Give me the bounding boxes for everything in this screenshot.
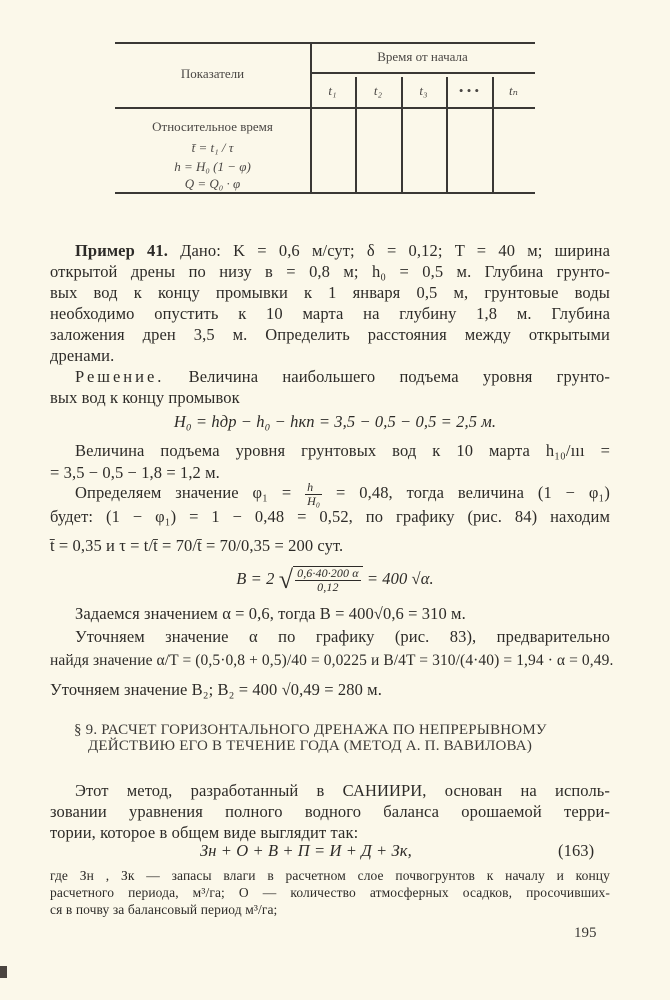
table-col-t2: t₂ — [373, 83, 383, 98]
table-bottom-rule — [115, 192, 535, 194]
section-para-line-3: тории, которое в общем виде выглядит так: — [50, 823, 359, 842]
section-heading-line-2: ДЕЙСТВИЮ ЕГО В ТЕЧЕНИЕ ГОДА (МЕТОД А. П. ВАВИЛОВА) — [88, 738, 533, 754]
equation-text: = 400 √α. — [366, 569, 434, 588]
table-header-rule — [115, 107, 535, 109]
equation-text: B = 2 — [236, 569, 275, 588]
example-line-1 — [75, 241, 610, 261]
table-header-indicators: Показатели — [180, 66, 245, 81]
example-line-2: открытой дрены по низу в = 0,8 м; h₀ = 0,5 м. Глубина грунто- — [50, 262, 610, 281]
indicators-table — [115, 42, 535, 192]
solution-text: = 0,48, тогда величина (1 − φ₁) — [336, 483, 610, 502]
example-line-4: необходимо опустить к 10 марта на глубину 1,8 м. Глубина — [50, 304, 610, 323]
page-number: 195 — [574, 925, 597, 941]
solution-line-4: = 3,5 − 0,5 − 1,8 = 1,2 м. — [50, 463, 220, 482]
table-top-rule — [115, 42, 535, 44]
where-line-3: ся в почву за балансовый период м³/га; — [50, 902, 278, 917]
equation-163: Зн + О + В + П = И + Д + Зк, — [200, 841, 412, 860]
section-heading-line-1: § 9. РАСЧЕТ ГОРИЗОНТАЛЬНОГО ДРЕНАЖА ПО НЕПРЕРЫВНОМУ — [74, 722, 547, 738]
table-row-formula-t: t̄ = t₁ / τ — [191, 140, 234, 155]
where-line-1: где Зн , Зк — запасы влаги в расчетном слое почвогрунтов к началу и концу — [50, 868, 610, 883]
example-title: Пример 41. — [75, 241, 168, 260]
equation-h0: H₀ = hдр − h₀ − hкп = 3,5 − 0,5 − 0,5 = 2,5 м. — [173, 412, 497, 431]
solution-line-8: Задаемся значением α = 0,6, тогда B = 400√0,6 = 310 м. — [75, 604, 466, 623]
table-row-formula-h: h = H₀ (1 − φ) — [174, 159, 251, 174]
solution-line-9: Уточняем значение α по графику (рис. 83), предварительно — [75, 627, 610, 646]
equation-b — [0, 562, 670, 597]
fraction-h-over-h0 — [305, 481, 322, 508]
table-col-t1: t₁ — [328, 83, 337, 98]
table-col-tn: tₙ — [509, 83, 518, 98]
solution-line-11: Уточняем значение B₂; B₂ = 400 √0,49 = 280 м. — [50, 680, 382, 699]
table-row-label-relative-time: Относительное время — [152, 119, 273, 134]
table-col-ellipsis: • • • — [458, 83, 480, 98]
solution-line-1 — [75, 367, 610, 387]
where-line-2: расчетного периода, м³/га; О — количество атмосферных осадков, просочивших- — [50, 885, 610, 900]
table-col-divider — [310, 44, 312, 192]
scan-edge-mark — [0, 966, 7, 978]
example-line-3: вых вод к концу промывки к 1 января 0,5 м, грунтовые воды — [50, 283, 610, 302]
example-line-6: дренами. — [50, 346, 115, 365]
fraction-numerator: h — [305, 481, 322, 495]
solution-line-6: будет: (1 − φ₁) = 1 − 0,48 = 0,52, по графику (рис. 84) находим — [50, 507, 610, 526]
solution-line-10: найдя значение α/T = (0,5·0,8 + 0,5)/40 = 0,0225 и B/4T = 310/(4·40) = 1,94 · α = 0,49. — [50, 652, 614, 669]
table-group-rule — [310, 72, 535, 74]
table-header-time: Время от начала — [377, 49, 468, 64]
fraction-denominator: 0,12 — [317, 580, 339, 595]
section-para-line-1: Этот метод, разработанный в САНИИРИ, основан на исполь- — [75, 781, 610, 800]
table-row-formula-q: Q = Q₀ · φ — [184, 176, 241, 191]
root-sign-icon: √ — [278, 565, 294, 595]
example-line-5: заложения дрен 3,5 м. Определить расстояния между открытыми — [50, 325, 610, 344]
fraction-root — [293, 566, 363, 594]
equation-number: (163) — [558, 841, 595, 860]
solution-text: Определяем значение φ₁ = — [75, 483, 292, 502]
example-text: Дано: K = 0,6 м/сут; δ = 0,12; T = 40 м; ширина — [180, 241, 610, 260]
table-col-t3: t₃ — [419, 83, 428, 98]
solution-line-2: вых вод к концу промывок — [50, 388, 240, 407]
solution-label: Решение. — [75, 367, 165, 386]
section-para-line-2: зовании уравнения полного водного баланса орошаемой терри- — [50, 802, 610, 821]
fraction-numerator: 0,6·40·200 α — [297, 566, 359, 581]
solution-line-3: Величина подъема уровня грунтовых вод к 10 марта h₁₀/ııı = — [75, 441, 610, 460]
solution-line-7: t̄ = 0,35 и τ = t/t̄ = 70/t̄ = 70/0,35 = 200 сут. — [50, 536, 344, 555]
solution-text: Величина наибольшего подъема уровня грунто- — [188, 367, 610, 386]
solution-line-5 — [75, 478, 610, 508]
fraction-denominator: H₀ — [307, 493, 321, 508]
